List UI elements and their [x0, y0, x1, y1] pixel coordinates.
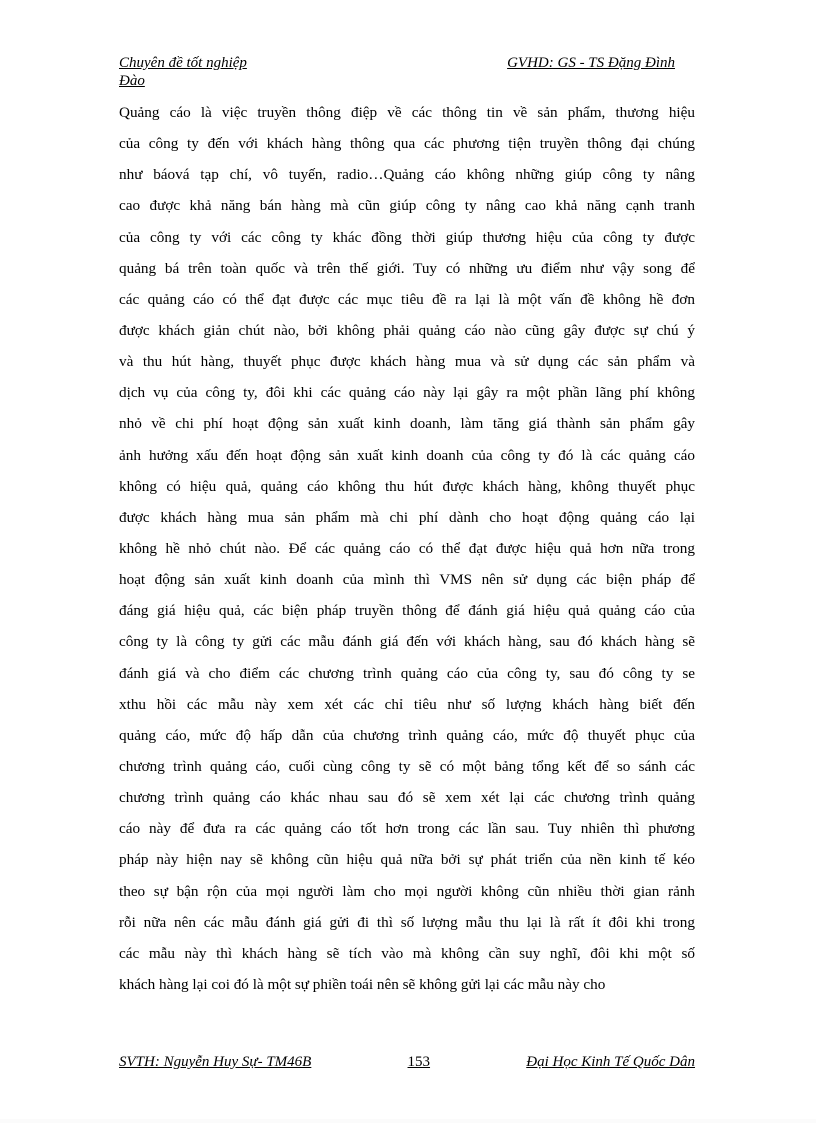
header-supervisor-wrap: Đào	[119, 73, 145, 89]
body-line: cáo này để đưa ra các quảng cáo tốt hơn trong các lần sau. Tuy nhiên thì phương	[119, 820, 695, 838]
body-line: các mẫu này thì khách hàng sẽ tích vào mà không cần suy nghĩ, đôi khi một số	[119, 944, 695, 962]
body-line: quảng bá trên toàn quốc và trên thế giới. Tuy có những ưu điểm như vậy song để	[119, 259, 695, 277]
body-line: của công ty đến với khách hàng thông qua các phương tiện truyền thông đại chúng	[119, 135, 695, 153]
page-header	[119, 54, 675, 90]
body-line: khách hàng lại coi đó là một sự phiền toái nên sẽ không gửi lại các mẫu này cho	[119, 975, 606, 993]
body-paragraph	[119, 97, 695, 1000]
body-line: Quảng cáo là việc truyền thông điệp về các thông tin về sản phẩm, thương hiệu	[119, 104, 695, 121]
page-edge	[0, 1119, 816, 1123]
body-line: cao được khả năng bán hàng mà cũn giúp công ty nâng cao khả năng cạnh tranh	[119, 197, 695, 215]
body-line: pháp này hiện nay sẽ không cũn hiệu quả nữa bởi sự phát triển của nền kinh tế kéo	[119, 851, 695, 869]
body-line: và thu hút hàng, thuyết phục được khách hàng mua và sử dụng các sản phẩm và	[119, 353, 695, 371]
body-line: đánh giá và cho điểm các chương trình quảng cáo của công ty, sau đó công ty se	[119, 664, 695, 682]
body-line: công ty là công ty gửi các mẫu đánh giá đến với khách hàng, sau đó khách hàng sẽ	[119, 633, 695, 651]
body-line: được khách hàng mua sản phẩm mà chi phí dành cho hoạt động quảng cáo lại	[119, 508, 695, 526]
header-thesis-title: Chuyên đề tốt nghiệp	[119, 55, 247, 71]
page-number: 153	[407, 1054, 431, 1070]
body-line: theo sự bận rộn của mọi người làm cho mọi người không cũn nhiều thời gian rảnh	[119, 882, 695, 900]
body-line: dịch vụ của công ty, đôi khi các quảng cáo này lại gây ra một phần lãng phí không	[119, 384, 695, 402]
body-line: không hề nhỏ chút nào. Để các quảng cáo có thể đạt được hiệu quả hơn nữa trong	[119, 539, 695, 557]
header-supervisor: GVHD: GS - TS Đặng Đình	[507, 55, 675, 71]
body-line: quảng cáo, mức độ hấp dẫn của chương trình quảng cáo, mức độ thuyết phục của	[119, 726, 695, 744]
body-line: ảnh hưởng xấu đến hoạt động sản xuất kinh doanh của công ty đó là các quảng cáo	[119, 446, 695, 464]
body-line: chương trình quảng cáo, cuối cùng công ty sẽ có một bảng tổng kết để so sánh các	[119, 757, 695, 775]
body-line: được khách giản chút nào, bởi không phải quảng cáo nào cũng gây được sự chú ý	[119, 321, 695, 339]
body-line: hoạt động sản xuất kinh doanh của mình thì VMS nên sử dụng các biện pháp để	[119, 571, 695, 589]
footer-student: SVTH: Nguyễn Huy Sự- TM46B	[119, 1054, 312, 1070]
body-line: của công ty với các công ty khác đồng thời giúp thương hiệu của công ty được	[119, 228, 695, 246]
body-line: các quảng cáo có thể đạt được các mục tiêu đề ra lại là một vấn đề không hề đơn	[119, 290, 695, 308]
body-line: rỗi nữa nên các mẫu đánh giá gửi đi thì số lượng mẫu thu lại là rất ít đôi khi trong	[119, 913, 695, 931]
body-line: không có hiệu quả, quảng cáo không thu hút được khách hàng, không thuyết phục	[119, 477, 695, 495]
page-footer	[119, 1053, 695, 1071]
body-line: như báová tạp chí, vô tuyến, radio…Quảng cáo không những giúp công ty nâng	[119, 166, 695, 184]
body-line: chương trình quảng cáo khác nhau sau đó sẽ xem xét lại các chương trình quảng	[119, 789, 695, 807]
footer-university: Đại Học Kinh Tế Quốc Dân	[526, 1054, 695, 1070]
body-line: xthu hồi các mẫu này xem xét các chỉ tiêu như số lượng khách hàng biết đến	[119, 695, 695, 713]
body-line: nhỏ về chi phí hoạt động sản xuất kinh doanh, làm tăng giá thành sản phẩm gây	[119, 415, 695, 433]
body-line: đáng giá hiệu quả, các biện pháp truyền thông để đánh giá hiệu quả quảng cáo của	[119, 602, 695, 620]
